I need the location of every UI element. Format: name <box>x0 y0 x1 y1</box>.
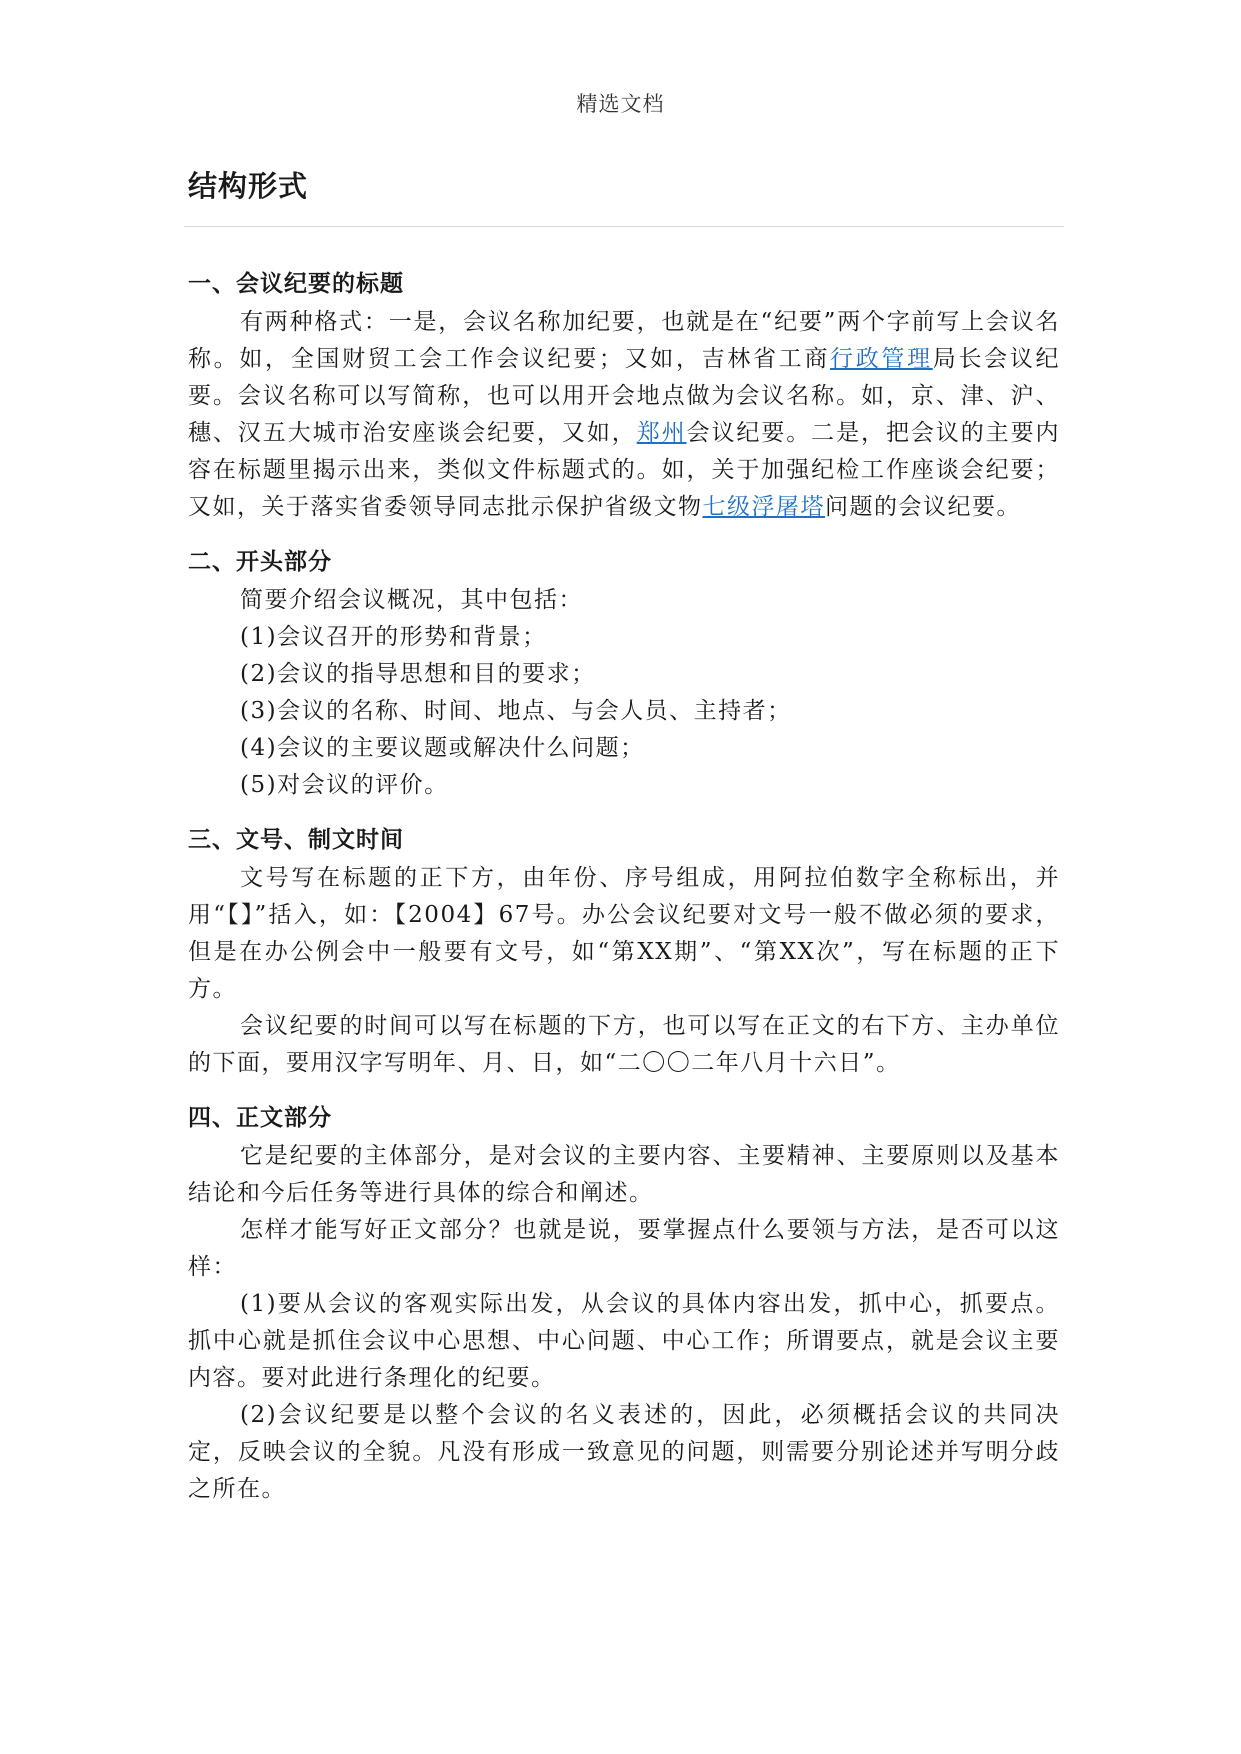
list-item: (3)会议的名称、时间、地点、与会人员、主持者； <box>240 698 792 724</box>
list-item: (1)会议召开的形势和背景； <box>240 624 547 650</box>
link-zhengzhou[interactable]: 郑州 <box>636 420 687 446</box>
document-title: 结构形式 <box>188 169 309 203</box>
section-heading: 一、会议纪要的标题 <box>188 271 404 297</box>
text-run: 问题的会议纪要。 <box>825 494 1021 520</box>
section-title-format <box>188 264 1060 526</box>
paragraph <box>188 304 1060 526</box>
paragraph: (2)会议纪要是以整个会议的名义表述的，因此，必须概括会议的共同决定，反映会议的全貌。凡没有形成一致意见的问题，则需要分别论述并写明分歧之所在。 <box>188 1402 1060 1502</box>
paragraph: 简要介绍会议概况，其中包括： <box>240 587 583 613</box>
list-item: (2)会议的指导思想和目的要求； <box>240 661 596 687</box>
paragraph: 怎样才能写好正文部分？也就是说，要掌握点什么要领与方法，是否可以这样： <box>188 1217 1060 1280</box>
text-run: 有两种格式：一是，会议名称加纪要，也就是在“纪要”两个字前写上会议名称。如，全国财贸工会工作会议纪要；又如，吉林省工商 <box>188 309 1060 372</box>
document-body <box>188 160 1060 1508</box>
section-heading: 四、正文部分 <box>188 1105 332 1131</box>
paragraph: (1)要从会议的客观实际出发，从会议的具体内容出发，抓中心，抓要点。抓中心就是抓住会议中心思想、中心问题、中心工作；所谓要点，就是会议主要内容。要对此进行条理化的纪要。 <box>188 1291 1060 1391</box>
paragraph: 它是纪要的主体部分，是对会议的主要内容、主要精神、主要原则以及基本结论和今后任务等进行具体的综合和阐述。 <box>188 1143 1060 1206</box>
paragraph: 文号写在标题的正下方，由年份、序号组成，用阿拉伯数字全称标出，并用“【】”括入，如：【2004】67号。办公会议纪要对文号一般不做必须的要求，但是在办公例会中一般要有文号，如“第XX期”、“第XX次”，写在标题的正下方。 <box>188 865 1060 1002</box>
link-qiji-futu-ta[interactable]: 七级浮屠塔 <box>702 494 825 520</box>
text-run: 会议纪要。二是，把会议的主要内容在标题里揭示出来，类似文件标题式的。如，关于加强纪检工作座谈会纪要；又如，关于落实省委领导同志批示保护省级文物 <box>188 420 1061 520</box>
section-doc-number-date <box>188 820 1060 1082</box>
text-run: 局长会议纪要。会议名称可以写简称，也可以用开会地点做为会议名称。如，京、津、沪、穗、汉五大城市治安座谈会纪要，又如， <box>188 346 1061 446</box>
section-opening <box>188 542 1060 804</box>
title-divider <box>184 226 1064 227</box>
section-heading: 二、开头部分 <box>188 549 332 575</box>
link-xingzheng-guanli[interactable]: 行政管理 <box>830 346 933 372</box>
section-heading: 三、文号、制文时间 <box>188 827 404 853</box>
section-main-body <box>188 1098 1060 1508</box>
paragraph: 会议纪要的时间可以写在标题的下方，也可以写在正文的右下方、主办单位的下面，要用汉字写明年、月、日，如“二〇〇二年八月十六日”。 <box>188 1013 1060 1076</box>
list-item: (4)会议的主要议题或解决什么问题； <box>240 735 645 761</box>
running-header: 精选文档 <box>576 92 665 116</box>
list-item: (5)对会议的评价。 <box>240 772 449 798</box>
